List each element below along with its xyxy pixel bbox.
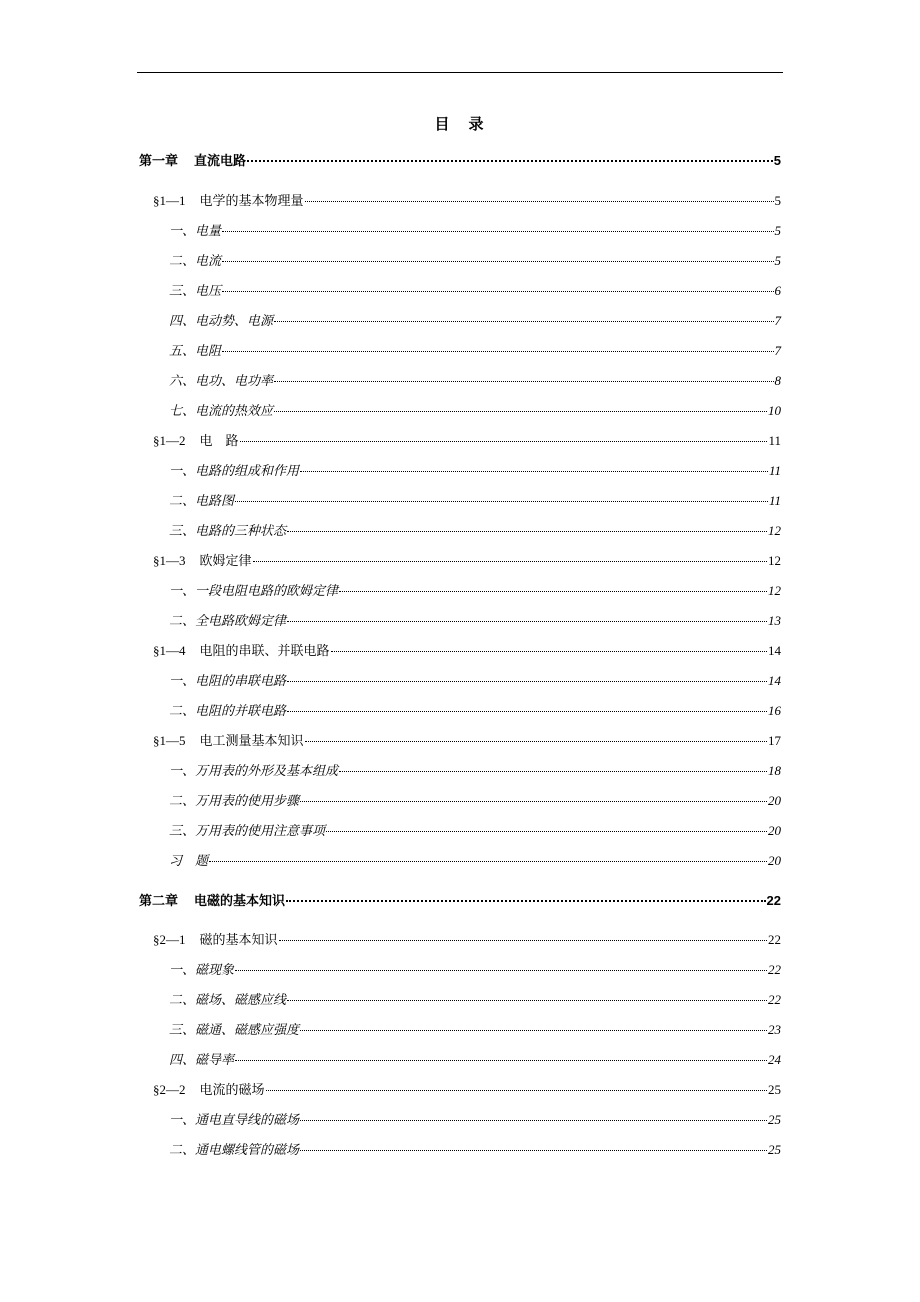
toc-entry-item[interactable] [169,990,781,1010]
toc-entry-page: 25 [768,1082,781,1097]
toc-entry-item[interactable] [169,371,781,391]
toc-entry-text: 电压 [195,284,222,299]
toc-entry-label [139,892,285,912]
toc-entry-label [169,822,325,842]
toc-entry-number: 第一章 [139,154,179,169]
toc-entry-text: 电流 [195,254,222,269]
toc-entry-section[interactable] [153,551,781,571]
dot-leader [235,1060,767,1061]
toc-entry-number: §1—1 [153,193,186,208]
toc-entry-item[interactable] [169,461,781,481]
toc-entry-label [169,372,273,392]
toc-entry-page: 16 [768,703,781,718]
toc-entry-page: 5 [774,193,781,208]
dot-leader [222,291,773,292]
toc-entry-text: 电流的磁场 [199,1083,265,1098]
toc-entry-label [153,551,252,572]
toc-entry-text: 电阻的并联电路 [195,704,287,719]
toc-entry-item[interactable] [169,341,781,361]
toc-entry-item[interactable] [169,281,781,301]
toc-entry-item[interactable] [169,521,781,541]
toc-entry-item[interactable] [169,251,781,271]
toc-entry-page: 20 [768,823,781,838]
toc-entry-page: 25 [768,1112,781,1127]
toc-entry-text: 磁的基本知识 [199,933,278,948]
dot-leader [222,231,773,232]
toc-entry-label [153,191,304,212]
toc-entry-item[interactable] [169,491,781,511]
toc-entry-text: 电学的基本物理量 [199,194,304,209]
toc-entry-text: 万用表的使用注意事项 [195,824,326,839]
dot-leader [222,351,773,352]
dot-leader [326,831,767,832]
toc-entry-page: 11 [768,493,781,508]
dot-leader [222,261,773,262]
toc-entry-item[interactable] [169,221,781,241]
toc-entry-number: 四、 [169,1053,196,1068]
toc-entry-section[interactable] [153,191,781,211]
toc-entry-item[interactable] [169,701,781,721]
toc-entry-number: 七、 [169,404,196,419]
toc-entry-number: 一、 [169,764,196,779]
toc-entry-text: 直流电路 [194,154,247,169]
toc-entry-label [169,991,286,1011]
toc-entry-item[interactable] [169,821,781,841]
toc-entry-page: 24 [768,1052,781,1067]
toc-entry-number: 二、 [169,704,196,719]
dot-leader [240,441,768,442]
toc-entry-number: 第二章 [139,894,179,909]
toc-entry-number: 二、 [169,614,196,629]
toc-entry-label [169,852,208,872]
toc-entry-text: 磁现象 [195,963,235,978]
toc-entry-label [153,930,278,951]
toc-entry-text: 电阻的串联电路 [195,674,287,689]
toc-entry-page: 20 [768,793,781,808]
toc-entry-text: 磁通、磁感应强度 [195,1023,300,1038]
toc-entry-number: 三、 [169,1023,196,1038]
dot-leader [339,771,767,772]
toc-entry-chapter[interactable] [139,151,781,171]
toc-entry-item[interactable] [169,851,781,871]
toc-entry-item[interactable] [169,1110,781,1130]
dot-leader [287,711,767,712]
toc-entry-number: §1—5 [153,733,186,748]
toc-entry-label [169,312,273,332]
toc-entry-number: 四、 [169,314,196,329]
toc-entry-number: 一、 [169,674,196,689]
dot-leader [274,321,773,322]
toc-entry-label [139,152,246,172]
toc-entry-page: 5 [774,223,781,238]
toc-entry-text: 电 路 [199,434,239,449]
toc-entry-label [169,1111,299,1131]
dot-leader [300,1150,767,1151]
toc-entry-page: 14 [768,673,781,688]
toc-entry-text: 电流的热效应 [195,404,274,419]
toc-entry-item[interactable] [169,581,781,601]
toc-entry-number: 一、 [169,584,196,599]
toc-entry-item[interactable] [169,1020,781,1040]
toc-entry-page: 22 [768,932,781,947]
dot-leader [300,801,767,802]
toc-entry-page: 22 [766,893,781,908]
toc-entry-text: 通电螺线管的磁场 [195,1143,300,1158]
toc-entry-label [169,462,299,482]
toc-entry-label [169,522,286,542]
toc-entry-number: 六、 [169,374,196,389]
toc-entry-page: 18 [768,763,781,778]
toc-entry-page: 5 [773,153,781,168]
toc-entry-text: 电量 [195,224,222,239]
dot-leader [300,1120,767,1121]
toc-entry-section[interactable] [153,930,781,950]
toc-entry-text: 电路的三种状态 [195,524,287,539]
toc-entry-page: 12 [768,523,781,538]
toc-entry-label [169,582,338,602]
toc-entry-page: 11 [768,463,781,478]
toc-entry-page: 11 [768,433,781,448]
toc-entry-page: 22 [768,992,781,1007]
toc-entry-number: 一、 [169,224,196,239]
toc-entry-page: 6 [774,283,781,298]
toc-entry-number: 一、 [169,963,196,978]
toc-entry-label [153,731,304,752]
dot-leader [305,741,767,742]
toc-entry-label [169,672,286,692]
toc-entry-page: 20 [768,853,781,868]
toc-entry-chapter[interactable] [139,891,781,911]
toc-entry-label [169,762,338,782]
toc-entry-number: 五、 [169,344,196,359]
dot-leader [279,940,767,941]
toc-entry-label [169,702,286,722]
toc-entry-label [169,1021,299,1041]
toc-entry-label [153,431,239,452]
toc-entry-page: 12 [768,553,781,568]
toc-entry-page: 7 [774,313,781,328]
toc-title: 目 录 [434,115,486,133]
dot-leader [305,201,774,202]
toc-entry-text: 电磁的基本知识 [194,894,286,909]
dot-leader [300,1030,767,1031]
toc-entry-number: 三、 [169,524,196,539]
toc-entry-page: 7 [774,343,781,358]
toc-entry-item[interactable] [169,1050,781,1070]
dot-leader [287,531,767,532]
toc-entry-item[interactable] [169,960,781,980]
toc-entry-page: 23 [768,1022,781,1037]
toc-entry-page: 13 [768,613,781,628]
toc-entry-text: 电路的组成和作用 [195,464,300,479]
dot-leader [253,561,767,562]
toc-entry-text: 欧姆定律 [199,554,252,569]
toc-entry-text: 万用表的使用步骤 [195,794,300,809]
toc-entry-number: 二、 [169,494,196,509]
toc-entry-label [169,222,221,242]
toc-entry-page: 12 [768,583,781,598]
toc-entry-number: 一、 [169,464,196,479]
toc-entry-item[interactable] [169,791,781,811]
toc-entry-label [153,641,330,662]
dot-leader [339,591,767,592]
toc-entry-page: 10 [768,403,781,418]
toc-entry-section[interactable] [153,731,781,751]
toc-entry-section[interactable] [153,431,781,451]
toc-entry-label [169,492,234,512]
toc-entry-label [169,282,221,302]
toc-entry-number: 二、 [169,254,196,269]
toc-entry-number: 二、 [169,1143,196,1158]
toc-entry-item[interactable] [169,1140,781,1160]
dot-leader [235,970,767,971]
dot-leader [300,471,768,472]
toc-entry-label [169,1051,234,1071]
toc-entry-section[interactable] [153,1080,781,1100]
dot-leader [287,621,767,622]
toc-entry-label [169,252,221,272]
toc-entry-number: §1—3 [153,553,186,568]
toc-entry-number: §2—2 [153,1082,186,1097]
toc-entry-number: 二、 [169,794,196,809]
toc-entry-number: 三、 [169,824,196,839]
toc-entry-page: 14 [768,643,781,658]
toc-entry-text: 电阻的串联、并联电路 [199,644,330,659]
toc-entry-section[interactable] [153,641,781,661]
toc-entry-text: 电工测量基本知识 [199,734,304,749]
toc-entry-label [169,1141,299,1161]
toc-entry-page: 22 [768,962,781,977]
toc-entry-number: 三、 [169,284,196,299]
dot-leader [286,900,766,902]
toc-entry-text: 电路图 [195,494,235,509]
dot-leader [266,1090,767,1091]
toc-entry-item[interactable] [169,761,781,781]
toc-entry-number: §1—4 [153,643,186,658]
toc-entry-number: 一、 [169,1113,196,1128]
toc-entry-text: 电阻 [195,344,222,359]
dot-leader [287,681,767,682]
toc-entry-text: 磁导率 [195,1053,235,1068]
toc-entry-number: §1—2 [153,433,186,448]
toc-entry-text: 习 题 [169,854,209,869]
toc-entry-text: 磁场、磁感应线 [195,993,287,1008]
toc-entry-page: 25 [768,1142,781,1157]
toc-entry-number: §2—1 [153,932,186,947]
dot-leader [331,651,767,652]
toc-entry-text: 通电直导线的磁场 [195,1113,300,1128]
toc-entry-label [169,792,299,812]
dot-leader [209,861,767,862]
toc-entry-item[interactable] [169,611,781,631]
toc-entry-page: 5 [774,253,781,268]
toc-entry-label [169,961,234,981]
toc-entry-item[interactable] [169,671,781,691]
dot-leader [274,411,767,412]
toc-entry-label [169,342,221,362]
dot-leader [287,1000,767,1001]
dot-leader [235,501,768,502]
toc-entry-item[interactable] [169,311,781,331]
toc-entry-label [153,1080,265,1101]
toc-entry-text: 电功、电功率 [195,374,274,389]
toc-entry-number: 二、 [169,993,196,1008]
dot-leader [274,381,773,382]
toc-entry-page: 8 [774,373,781,388]
toc-entry-text: 电动势、电源 [195,314,274,329]
toc-entry-label [169,612,286,632]
toc-entry-text: 万用表的外形及基本组成 [195,764,339,779]
toc-entry-text: 全电路欧姆定律 [195,614,287,629]
toc-entry-label [169,402,273,422]
toc-entry-page: 17 [768,733,781,748]
toc-entry-text: 一段电阻电路的欧姆定律 [195,584,339,599]
toc-entry-item[interactable] [169,401,781,421]
dot-leader [247,160,773,162]
